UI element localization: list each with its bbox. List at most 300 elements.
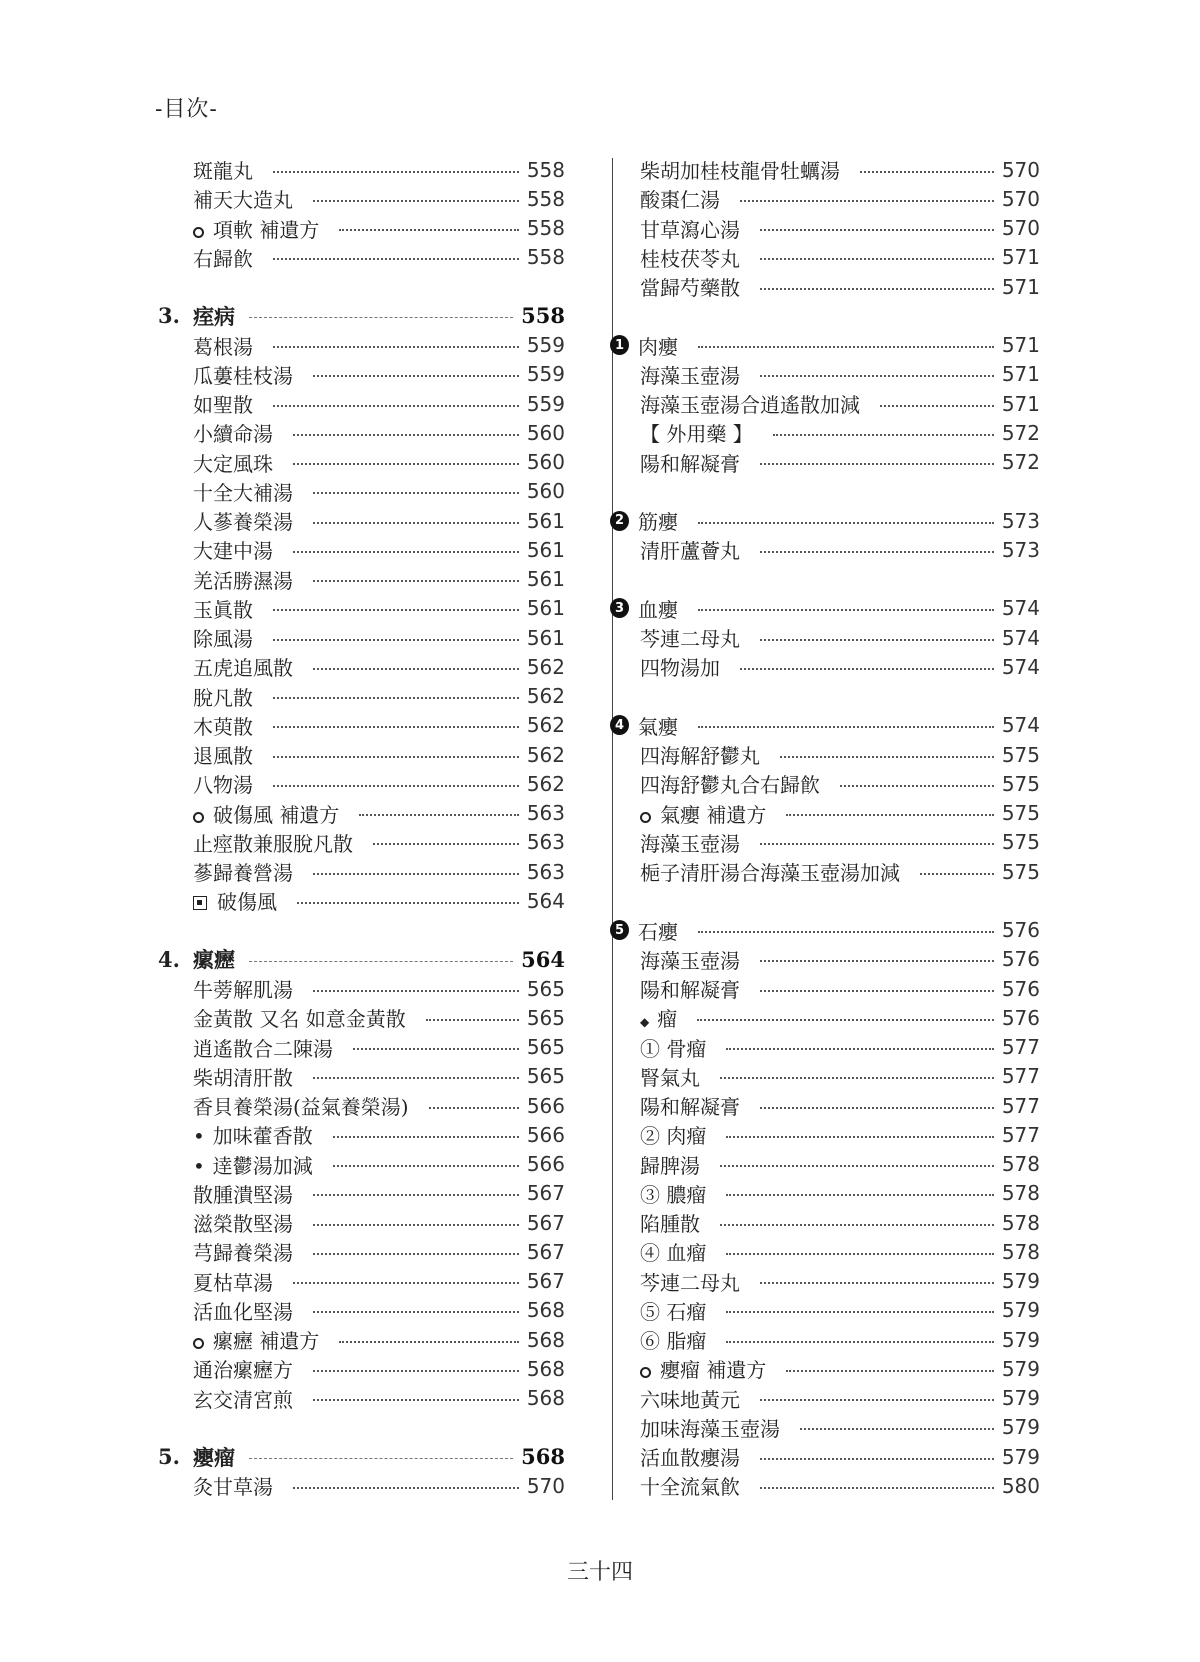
toc-entry[interactable] (158, 1325, 565, 1354)
dot-leader (760, 1107, 994, 1109)
entry-text: 【 外用藥 】 (640, 422, 753, 447)
dot-leader (313, 1399, 519, 1401)
toc-entry[interactable] (640, 360, 1040, 389)
dot-leader (273, 697, 519, 699)
ring-bullet-icon (193, 227, 204, 238)
toc-entry[interactable] (158, 331, 565, 360)
entry-text: 瘤 (657, 1007, 678, 1032)
toc-entry[interactable] (158, 1237, 565, 1266)
entry-text: 肉癭 (638, 334, 678, 359)
spacer (640, 565, 1040, 594)
toc-entry[interactable] (158, 623, 565, 652)
entry-title (638, 594, 678, 623)
entry-title (640, 418, 753, 447)
toc-entry[interactable] (640, 243, 1040, 272)
dot-leader (760, 843, 994, 845)
entry-title (638, 506, 678, 535)
entry-title (193, 623, 253, 652)
entry-text: 項軟 補遺方 (213, 217, 320, 242)
dot-leader (760, 990, 994, 992)
entry-text: 柴胡清肝散 (193, 1065, 293, 1090)
dot-leader (760, 551, 994, 553)
entry-text: 海藻玉壺湯 (640, 363, 740, 388)
toc-entry[interactable] (640, 1442, 1040, 1471)
toc-entry[interactable] (158, 477, 565, 506)
dot-leader (786, 814, 993, 816)
toc-entry[interactable] (640, 740, 1040, 769)
entry-title (640, 448, 740, 477)
entry-text: 小續命湯 (193, 422, 273, 447)
toc-entry[interactable] (158, 1062, 565, 1091)
entry-text: 當歸芍藥散 (640, 276, 740, 301)
page-ref: 580 (1001, 1473, 1040, 1498)
page-ref: 575 (1001, 830, 1040, 855)
toc-column-left (158, 155, 565, 1501)
entry-title (193, 1267, 273, 1296)
page-ref: 576 (1001, 947, 1040, 972)
badge-slot (610, 511, 638, 531)
entry-text: 木萸散 (193, 714, 253, 739)
numbered-circle-icon: 2 (610, 511, 629, 531)
entry-title (193, 331, 253, 360)
dash-leader (249, 961, 513, 962)
toc-entry[interactable] (158, 1354, 565, 1383)
entry-text: 逍遙散合二陳湯 (193, 1036, 333, 1061)
page-ref: 574 (1001, 596, 1040, 621)
toc-column-right (614, 155, 1040, 1501)
toc-entry[interactable] (158, 711, 565, 740)
toc-entry[interactable] (640, 769, 1040, 798)
numbered-circle-icon: 4 (610, 715, 629, 735)
entry-title (640, 1120, 706, 1149)
toc-entry[interactable] (640, 1208, 1040, 1237)
toc-entry[interactable] (640, 1413, 1040, 1442)
entry-title (193, 1150, 313, 1179)
toc-entry[interactable] (610, 506, 1040, 535)
section-number: 3. (158, 303, 180, 329)
page-ref: 570 (1001, 186, 1040, 211)
page-ref: 559 (526, 333, 565, 358)
dot-leader (273, 609, 519, 611)
entry-title (193, 828, 353, 857)
entry-text: 陽和解凝膏 (640, 978, 740, 1003)
toc-entry[interactable] (158, 682, 565, 711)
badge-slot (610, 920, 638, 940)
entry-text: 八物湯 (193, 773, 253, 798)
dot-leader (760, 258, 994, 260)
page-ref: 566 (526, 1122, 565, 1147)
toc-entry[interactable] (640, 1120, 1040, 1149)
toc-entry[interactable] (640, 1091, 1040, 1120)
page-ref: 560 (526, 479, 565, 504)
dot-leader (760, 1458, 994, 1460)
dot-leader (313, 990, 519, 992)
page-ref: 564 (526, 888, 565, 913)
entry-text: 脫凡散 (193, 685, 253, 710)
entry-text: 石癭 (638, 919, 678, 944)
page-ref: 565 (526, 1035, 565, 1060)
page-ref: 573 (1001, 508, 1040, 533)
dot-leader (293, 434, 519, 436)
page-ref: 578 (1001, 1181, 1040, 1206)
toc-entry[interactable] (158, 1296, 565, 1325)
entry-title (193, 1062, 293, 1091)
toc-entry[interactable] (158, 214, 565, 243)
entry-text: 歸脾湯 (640, 1153, 700, 1178)
dot-leader (726, 1253, 993, 1255)
spacer (640, 477, 1040, 506)
dot-leader (273, 726, 519, 728)
entry-text: ⑥ 脂瘤 (640, 1329, 707, 1354)
toc-entry[interactable] (158, 1091, 565, 1120)
entry-text: 四物湯加 (640, 656, 720, 681)
toc-entry[interactable] (640, 857, 1040, 886)
entry-text: 破傷風 (217, 890, 277, 915)
entry-title (193, 1471, 273, 1500)
toc-entry[interactable] (158, 1033, 565, 1062)
toc-entry[interactable] (640, 1384, 1040, 1413)
entry-title (640, 1471, 740, 1500)
toc-entry[interactable] (158, 1384, 565, 1413)
badge-slot (610, 598, 638, 618)
entry-text: 香貝養榮湯(益氣養榮湯) (193, 1095, 409, 1120)
entry-title (193, 740, 253, 769)
entry-title (640, 1413, 780, 1442)
section-number: 5. (158, 1444, 180, 1470)
entry-title (640, 828, 740, 857)
ring-bullet-icon (193, 812, 204, 823)
page-ref: 566 (526, 1152, 565, 1177)
toc-entry[interactable] (610, 711, 1040, 740)
toc-entry[interactable] (158, 418, 565, 447)
toc-entry[interactable] (158, 448, 565, 477)
toc-entry[interactable] (640, 945, 1040, 974)
toc-entry[interactable] (158, 565, 565, 594)
ring-bullet-icon (640, 812, 651, 823)
page-ref: 571 (1001, 274, 1040, 299)
entry-text: 羌活勝濕湯 (193, 568, 293, 593)
entry-text: 桂枝茯苓丸 (640, 246, 740, 271)
toc-entry[interactable] (640, 184, 1040, 213)
toc-entry[interactable] (640, 1179, 1040, 1208)
section-title: 癭瘤 (193, 1444, 235, 1470)
entry-text: 蔘歸養營湯 (193, 861, 293, 886)
entry-title (640, 1237, 706, 1266)
dot-leader (313, 522, 519, 524)
page-number: 三十四 (566, 1560, 633, 1585)
toc-entry[interactable] (158, 799, 565, 828)
entry-title (640, 1267, 740, 1296)
page-ref: 576 (1001, 976, 1040, 1001)
entry-title (640, 243, 740, 272)
entry-title (193, 506, 293, 535)
toc-entry[interactable] (158, 155, 565, 184)
spacer (640, 682, 1040, 711)
running-header: -目次- (155, 97, 218, 122)
entry-text: 瘰癧 補遺方 (213, 1329, 320, 1354)
entry-text: 氣癭 (638, 714, 678, 739)
page-ref: 562 (526, 684, 565, 709)
entry-title (640, 1208, 700, 1237)
entry-title (193, 711, 253, 740)
entry-text: 滋榮散堅湯 (193, 1212, 293, 1237)
toc-section-heading[interactable] (158, 1442, 565, 1471)
dot-leader (760, 463, 994, 465)
toc-entry[interactable] (158, 243, 565, 272)
dot-leader (780, 756, 994, 758)
entry-text: 葛根湯 (193, 334, 253, 359)
dot-leader (313, 873, 519, 875)
entry-text: 梔子清肝湯合海藻玉壺湯加減 (640, 861, 900, 886)
dot-leader (293, 1487, 519, 1489)
page-ref: 579 (1001, 1415, 1040, 1440)
entry-text: 柴胡加桂枝龍骨牡蠣湯 (640, 159, 840, 184)
entry-title (193, 448, 273, 477)
toc-entry[interactable] (640, 1267, 1040, 1296)
entry-title (640, 1325, 706, 1354)
entry-text: ⑤ 石瘤 (640, 1299, 707, 1324)
page-ref: 577 (1001, 1064, 1040, 1089)
dot-leader (760, 639, 994, 641)
entry-text: 退風散 (193, 744, 253, 769)
dot-leader (740, 668, 994, 670)
page-ref: 565 (526, 1064, 565, 1089)
entry-text: ④ 血瘤 (640, 1241, 707, 1266)
section-number: 4. (158, 946, 180, 972)
numbered-circle-icon: 5 (610, 920, 629, 940)
entry-text: 六味地黃元 (640, 1387, 740, 1412)
toc-entry[interactable] (158, 857, 565, 886)
dot-leader (339, 229, 518, 231)
toc-entry[interactable] (610, 594, 1040, 623)
entry-text: 清肝蘆薈丸 (640, 539, 740, 564)
toc-entry[interactable] (158, 1003, 565, 1032)
entry-text: 筋癭 (638, 510, 678, 535)
dot-leader (313, 492, 519, 494)
entry-text: 逹鬱湯加減 (212, 1153, 313, 1178)
entry-text: ① 骨瘤 (640, 1036, 707, 1061)
entry-text: 牛蒡解肌湯 (193, 978, 293, 1003)
toc-entry[interactable] (640, 448, 1040, 477)
page-ref: 559 (526, 362, 565, 387)
toc-entry[interactable] (158, 740, 565, 769)
page-ref: 577 (1001, 1035, 1040, 1060)
entry-text: 玄交清宮煎 (193, 1387, 293, 1412)
badge-slot (610, 715, 638, 735)
page-ref: 575 (1001, 801, 1040, 826)
toc-section-heading[interactable] (158, 301, 565, 330)
page-ref: 575 (1001, 859, 1040, 884)
entry-title (193, 565, 293, 594)
entry-text: 四海解舒鬱丸 (640, 744, 760, 769)
page-ref: 568 (526, 1386, 565, 1411)
page-ref: 579 (1001, 1327, 1040, 1352)
entry-title (193, 243, 253, 272)
toc-entry[interactable] (158, 1267, 565, 1296)
dot-leader (760, 1487, 994, 1489)
toc-entry[interactable] (640, 155, 1040, 184)
entry-title (640, 974, 740, 1003)
toc-entry[interactable] (640, 535, 1040, 564)
entry-text: 十全大補湯 (193, 480, 293, 505)
entry-title (640, 1150, 700, 1179)
page-ref: 562 (526, 654, 565, 679)
dot-leader (720, 1165, 994, 1167)
toc-entry[interactable] (610, 331, 1040, 360)
dot-leader (313, 668, 519, 670)
toc-entry[interactable] (158, 389, 565, 418)
entry-text: ② 肉瘤 (640, 1124, 707, 1149)
entry-title (640, 360, 740, 389)
page-ref: 568 (526, 1298, 565, 1323)
entry-title (193, 594, 253, 623)
entry-title (193, 1091, 409, 1120)
dot-leader (726, 1311, 993, 1313)
entry-text: 夏枯草湯 (193, 1270, 273, 1295)
entry-title (638, 916, 678, 945)
dot-leader (373, 843, 519, 845)
page-ref: 562 (526, 771, 565, 796)
page-ref: 571 (1001, 362, 1040, 387)
dot-leader (313, 1077, 519, 1079)
toc-entry[interactable] (640, 652, 1040, 681)
toc-entry[interactable] (640, 1003, 1040, 1032)
toc-entry[interactable] (158, 1120, 565, 1149)
page-ref: 561 (526, 508, 565, 533)
entry-text: 人蔘養榮湯 (193, 510, 293, 535)
page-ref: 562 (526, 742, 565, 767)
ring-bullet-icon (640, 1367, 651, 1378)
entry-text: 四海舒鬱丸合右歸飮 (640, 773, 820, 798)
entry-title (640, 184, 720, 213)
dot-leader (880, 405, 994, 407)
page-ref: 579 (1001, 1356, 1040, 1381)
dot-leader (297, 902, 519, 904)
toc-entry[interactable] (640, 1296, 1040, 1325)
entry-title (640, 623, 740, 652)
dot-leader (786, 1370, 993, 1372)
entry-text: 玉眞散 (193, 597, 253, 622)
entry-title (640, 857, 900, 886)
dot-leader (726, 1194, 993, 1196)
entry-title (640, 769, 820, 798)
entry-text: 甘草瀉心湯 (640, 217, 740, 242)
toc-entry[interactable] (158, 652, 565, 681)
toc-entry[interactable] (158, 769, 565, 798)
toc-entry[interactable] (640, 828, 1040, 857)
badge-slot (610, 335, 638, 355)
toc-entry[interactable] (640, 272, 1040, 301)
page-ref: 574 (1001, 713, 1040, 738)
page-ref: 571 (1001, 391, 1040, 416)
toc-entry[interactable] (640, 1237, 1040, 1266)
dot-leader (293, 1282, 519, 1284)
toc-entry[interactable] (158, 1208, 565, 1237)
page-ref: 567 (526, 1239, 565, 1264)
toc-entry[interactable] (158, 1471, 565, 1500)
entry-text: 海藻玉壺湯 (640, 831, 740, 856)
entry-title (193, 1354, 293, 1383)
entry-text: 芎歸養榮湯 (193, 1241, 293, 1266)
entry-text: 灸甘草湯 (193, 1475, 273, 1500)
toc-entry[interactable] (640, 1471, 1040, 1500)
page-ref: 577 (1001, 1122, 1040, 1147)
page-ref: 561 (526, 537, 565, 562)
entry-text: 通治瘰癧方 (193, 1358, 293, 1383)
entry-text: 瓜蔞桂枝湯 (193, 363, 293, 388)
entry-text: 陷腫散 (640, 1212, 700, 1237)
entry-title (640, 1062, 700, 1091)
entry-title (193, 974, 293, 1003)
page-ref: 572 (1001, 420, 1040, 445)
entry-title (193, 682, 253, 711)
dot-leader (313, 1253, 519, 1255)
toc-entry[interactable] (158, 594, 565, 623)
toc-entry[interactable] (640, 1354, 1040, 1383)
page-ref: 562 (526, 713, 565, 738)
dot-leader (426, 1019, 519, 1021)
toc-entry[interactable] (158, 828, 565, 857)
page-ref: 579 (1001, 1444, 1040, 1469)
page-ref: 577 (1001, 1093, 1040, 1118)
toc-entry[interactable] (640, 1033, 1040, 1062)
toc-entry[interactable] (640, 1062, 1040, 1091)
toc-entry[interactable] (640, 418, 1040, 447)
entry-text: 止痙散兼服脫凡散 (193, 831, 353, 856)
toc-entry[interactable] (158, 1179, 565, 1208)
entry-text: 大建中湯 (193, 539, 273, 564)
toc-entry[interactable] (640, 623, 1040, 652)
dot-leader (760, 229, 994, 231)
entry-title (193, 1384, 293, 1413)
page-ref: 564 (521, 946, 565, 972)
entry-title (193, 799, 339, 828)
dot-leader (293, 551, 519, 553)
page-ref: 576 (1001, 918, 1040, 943)
toc-entry[interactable] (158, 1150, 565, 1179)
page-ref: 573 (1001, 537, 1040, 562)
toc-entry[interactable] (610, 916, 1040, 945)
entry-title (193, 214, 319, 243)
page-ref: 567 (526, 1269, 565, 1294)
dot-leader (698, 931, 994, 933)
boxed-square-icon (193, 896, 207, 910)
toc-entry[interactable] (640, 974, 1040, 1003)
diamond-bullet-icon: ◆ (640, 1015, 650, 1030)
page-ref: 575 (1001, 742, 1040, 767)
dot-leader (313, 580, 519, 582)
toc-entry[interactable] (640, 214, 1040, 243)
entry-title (640, 740, 760, 769)
toc-entry[interactable] (158, 506, 565, 535)
dot-leader (726, 1048, 993, 1050)
toc-entry[interactable] (158, 184, 565, 213)
toc-entry[interactable] (158, 360, 565, 389)
toc-entry[interactable] (158, 886, 565, 915)
entry-text: 腎氣丸 (640, 1065, 700, 1090)
toc-entry[interactable] (640, 1150, 1040, 1179)
toc-entry[interactable] (158, 535, 565, 564)
entry-text: 海藻玉壺湯 (640, 948, 740, 973)
entry-text: 五虎追風散 (193, 656, 293, 681)
entry-title (640, 1442, 740, 1471)
toc-entry[interactable] (640, 799, 1040, 828)
toc-entry[interactable] (640, 389, 1040, 418)
toc-entry[interactable] (158, 974, 565, 1003)
section-title: 痓病 (193, 303, 235, 329)
toc-entry[interactable] (640, 1325, 1040, 1354)
toc-section-heading[interactable] (158, 945, 565, 974)
